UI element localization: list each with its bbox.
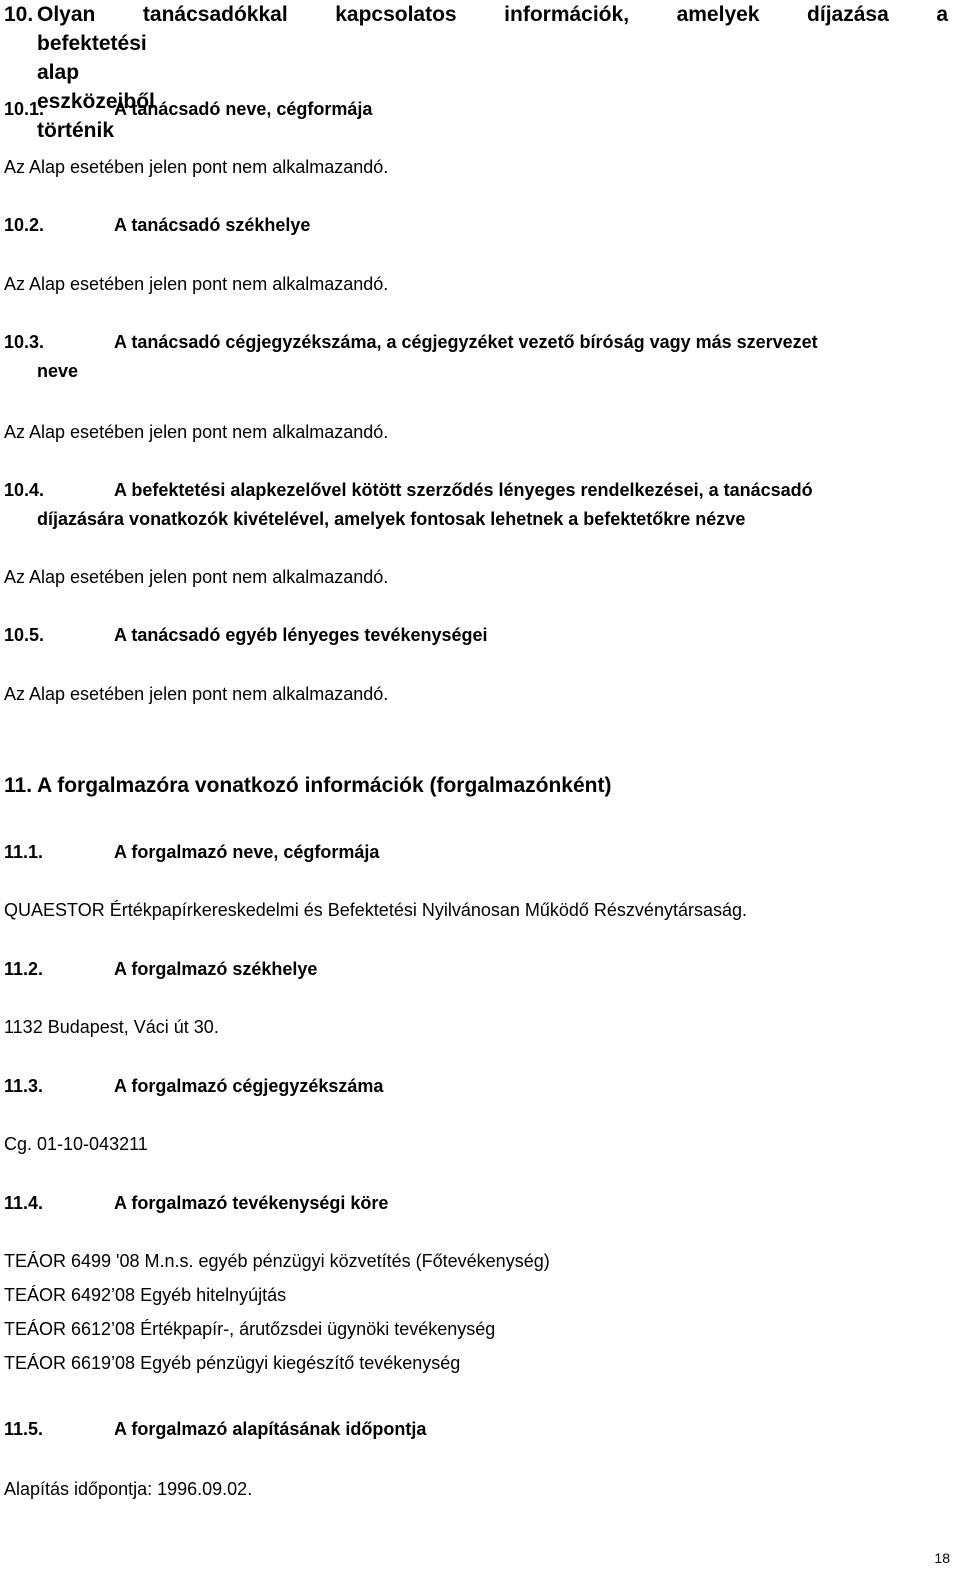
subsection-title-cont: neve [37, 361, 79, 381]
section-title-line2: befektetési alap eszközeiből történik [37, 32, 155, 142]
subsection-number: 11.4. [4, 1193, 44, 1213]
subsection-number: 10.2. [4, 215, 45, 235]
list-item: TEÁOR 6499 '08 M.n.s. egyéb pénzügyi közvetítés (Főtevékenység) [4, 1251, 550, 1271]
paragraph: QUAESTOR Értékpapírkereskedelmi és Befektetési Nyilvánosan Működő Részvénytársaság. [4, 900, 747, 920]
subsection-title: A tanácsadó székhelye [114, 215, 311, 235]
subsection-title: A forgalmazó alapításának időpontja [114, 1419, 427, 1439]
subsection-title: A tanácsadó neve, cégformája [114, 99, 373, 119]
subsection-title-cont: díjazására vonatkozók kivételével, amelyek fontosak lehetnek a befektetőkre nézve [37, 509, 746, 529]
paragraph: Az Alap esetében jelen pont nem alkalmazandó. [4, 684, 389, 704]
list-item: TEÁOR 6619’08 Egyéb pénzügyi kiegészítő tevékenység [4, 1353, 461, 1373]
paragraph: Az Alap esetében jelen pont nem alkalmazandó. [4, 567, 389, 587]
subsection-number: 11.3. [4, 1076, 44, 1096]
subsection-number: 10.5. [4, 625, 45, 645]
section-title-line1: Olyan tanácsadókkal kapcsolatos információk, amelyek díjazása a [37, 3, 948, 26]
paragraph: Az Alap esetében jelen pont nem alkalmazandó. [4, 274, 389, 294]
subsection-number: 10.4. [4, 480, 45, 500]
paragraph: Cg. 01-10-043211 [4, 1134, 148, 1154]
list-item: TEÁOR 6612’08 Értékpapír-, árutőzsdei ügynöki tevékenység [4, 1319, 496, 1339]
subsection-number: 10.1. [4, 99, 45, 119]
subsection-number: 11.1. [4, 842, 44, 862]
subsection-title: A forgalmazó székhelye [114, 959, 318, 979]
paragraph: Az Alap esetében jelen pont nem alkalmazandó. [4, 157, 389, 177]
subsection-title: A forgalmazó neve, cégformája [114, 842, 380, 862]
subsection-number: 10.3. [4, 332, 45, 352]
subsection-title: A forgalmazó cégjegyzékszáma [114, 1076, 384, 1096]
paragraph: Az Alap esetében jelen pont nem alkalmazandó. [4, 422, 389, 442]
paragraph: Alapítás időpontja: 1996.09.02. [4, 1479, 253, 1499]
subsection-title: A tanácsadó egyéb lényeges tevékenységei [114, 625, 488, 645]
section-number: 10. [4, 3, 34, 26]
subsection-number: 11.2. [4, 959, 44, 979]
page-number: 18 [934, 1550, 950, 1566]
paragraph: 1132 Budapest, Váci út 30. [4, 1017, 219, 1037]
subsection-title: A forgalmazó tevékenységi köre [114, 1193, 389, 1213]
subsection-number: 11.5. [4, 1419, 44, 1439]
section-title: A forgalmazóra vonatkozó információk (forgalmazónként) [37, 774, 612, 797]
subsection-title: A befektetési alapkezelővel kötött szerződés lényeges rendelkezései, a tanácsadó [114, 480, 813, 500]
subsection-title: A tanácsadó cégjegyzékszáma, a cégjegyzéket vezető bíróság vagy más szervezet [114, 332, 818, 352]
list-item: TEÁOR 6492’08 Egyéb hitelnyújtás [4, 1285, 287, 1305]
section-number: 11. [4, 774, 33, 797]
